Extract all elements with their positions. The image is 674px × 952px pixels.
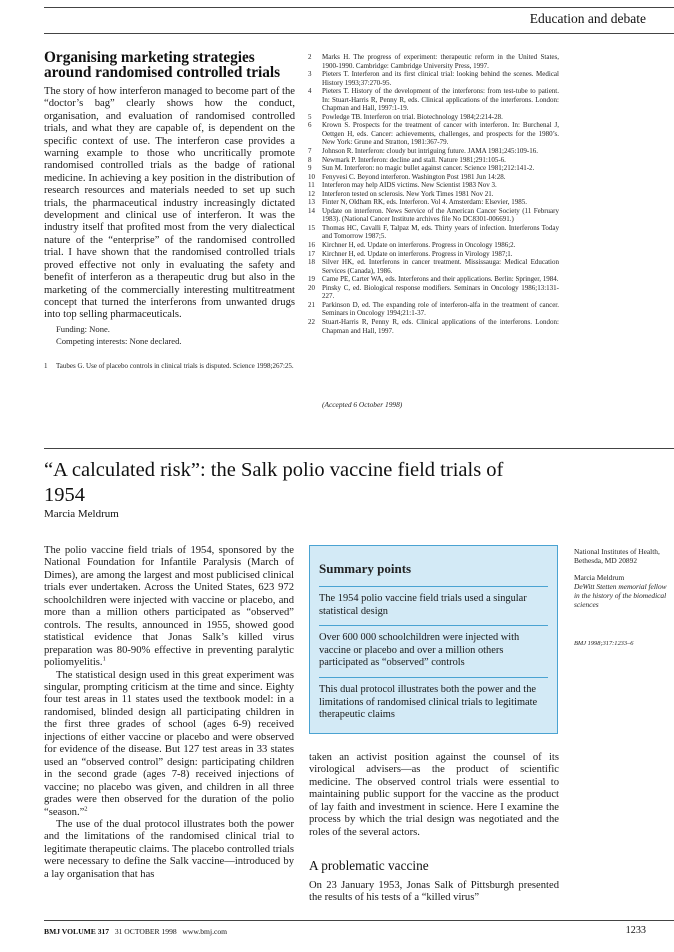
reference-number: 7	[308, 147, 312, 156]
reference-item	[308, 198, 559, 207]
summary-point: Over 600 000 schoolchildren were injected with vaccine or placebo and over a million others participated as “observed” controls	[319, 632, 520, 669]
reference-number: 1	[44, 362, 48, 370]
article-divider	[44, 448, 674, 449]
journal-url: www.bmj.com	[182, 927, 228, 936]
reference-text: Sun M. Interferon: no magic bullet against cancer. Science 1981;212:141-2.	[322, 164, 535, 173]
top-article-paragraph: The story of how interferon managed to become part of the “doctor’s bag” clearly shows how the conduct, organisation, and evaluation of randomised controlled trials, and what they are capable of, is dependent on the specific context of use. The interferon case provides a warning example to those who uncritically promote randomised controlled trials as the badge of rational medicine. In achieving a key position in the distribution of research resources and materials needed to set up such trials, the pharmaceutical industry increasingly dictated development and clinical use of interferon. It was the industry itself that profited most from the very dialectical nature of the “enterprise” of the randomised controlled trial. I have shown that the randomised controlled trials proved effective not only in evaluating the safety and benefit of interferon as a therapeutic drug but also in the marketing of the commercially interesting multitreatment concept that turned the interferons from unwanted drugs into top selling pharmaceuticals.	[44, 86, 295, 321]
reference-text: Interferon may help AIDS victims. New Scientist 1983 Nov 3.	[322, 181, 497, 190]
reference-item	[308, 284, 559, 301]
top-article-body	[44, 86, 295, 322]
reference-number: 15	[308, 223, 315, 232]
header-rule-top	[44, 7, 674, 8]
reference-text: Thomas HC, Cavalli F, Talpaz M, eds. Thirty years of infection. Interferons Today and Tomorrow 1987;5.	[322, 223, 559, 241]
reference-number: 16	[308, 241, 315, 250]
reference-item	[308, 164, 559, 173]
reference-number: 6	[308, 121, 312, 130]
reference-number: 11	[308, 181, 315, 190]
reference-text: Kirchner H, ed. Update on interferons. Progress in Virology 1987;1.	[322, 249, 513, 258]
reference-item	[44, 362, 295, 371]
reference-text: Parkinson D, ed. The expanding role of interferon-alfa in the treatment of cancer. Seminars in Oncology 1994;21:1-37.	[322, 300, 559, 318]
reference-number: 12	[308, 189, 315, 198]
reference-text: Newmark P. Interferon: decline and stall. Nature 1981;291:105-6.	[322, 155, 506, 164]
reference-text: Interferon tested on sclerosis. New York Times 1981 Nov 21.	[322, 189, 494, 198]
reference-item	[308, 147, 559, 156]
author-name: Marcia Meldrum	[574, 573, 625, 582]
issue-date: 31 OCTOBER 1998	[114, 927, 177, 936]
reference-item	[308, 53, 559, 70]
body-paragraph: The statistical design used in this great experiment was singular, prompting criticism at the time and since. Eighty four test areas in 11 states used the textbook model: in a randomised, blinded design all participating children in the first three grades of school (ages 6-9) received injections of either vaccine or placebo and were observed for evidence of the disease. But 127 test areas in 33 states used an “observed control” design: participating children in the second grade (ages 7-8) received injections of vaccine; no placebo was given, and children in all three grades were then observed for the duration of the polio “season.”$^2$	[44, 669, 294, 818]
reference-number: 10	[308, 172, 315, 181]
section-subheading: A problematic vaccine	[309, 858, 429, 873]
reference-item	[308, 173, 559, 182]
reference-list	[308, 53, 559, 335]
reference-number: 5	[308, 112, 312, 121]
author-affiliation-sidebar	[574, 547, 670, 609]
reference-number: 8	[308, 155, 312, 164]
citation-marker: 2	[84, 804, 88, 812]
reference-text: Pinsky C, ed. Biological response modifiers. Seminars in Oncology 1986;13:131-227.	[322, 283, 559, 301]
reference-text: Krown S. Prospects for the treatment of cancer with interferon. In: Burchenal J, Oettgen H, eds. Cancer: achievements, challenges, and prospects for the 1980’s. New York: Grune and Stratton, 1981:367-79.	[322, 121, 559, 147]
reference-number: 3	[308, 70, 312, 79]
main-article-left-column	[44, 545, 294, 881]
reference-item	[308, 156, 559, 165]
reference-text: Powledge TB. Interferon on trial. Biotechnology 1984;2:214-28.	[322, 112, 503, 121]
reference-number: 4	[308, 87, 312, 96]
summary-points-title: Summary points	[319, 561, 412, 576]
reference-number: 13	[308, 198, 315, 207]
article-citation: BMJ 1998;317:1233–6	[574, 640, 634, 647]
section-title: Education and debate	[529, 11, 646, 26]
footer-rule	[44, 920, 674, 921]
reference-number: 22	[308, 317, 315, 326]
journal-volume: BMJ VOLUME 317	[44, 927, 110, 936]
reference-item	[308, 258, 559, 275]
reference-item	[308, 224, 559, 241]
reference-number: 9	[308, 164, 312, 173]
reference-number: 20	[308, 283, 315, 292]
reference-item	[308, 207, 559, 224]
reference-item	[308, 70, 559, 87]
citation-marker: 1	[102, 655, 106, 663]
main-article-title: “A calculated risk”: the Salk polio vaccine field trials of 1954	[44, 459, 504, 506]
footer-info	[44, 927, 227, 936]
reference-number: 19	[308, 275, 315, 284]
header-rule-bottom	[44, 33, 674, 34]
reference-number: 17	[308, 249, 315, 258]
reference-number: 21	[308, 300, 315, 309]
reference-item	[308, 181, 559, 190]
reference-number: 14	[308, 206, 315, 215]
reference-text: Finter N, Oldham RK, eds. Interferon. Vol 4. Amsterdam: Elsevier, 1985.	[322, 198, 527, 207]
reference-item	[308, 250, 559, 259]
reference-text: Silver HK, ed. Interferons in cancer treatment. Mississauga: Medical Education Services (Canada), 1986.	[322, 258, 559, 275]
page-number: 1233	[625, 925, 646, 936]
competing-interests: Competing interests: None declared.	[56, 336, 182, 346]
reference-item	[308, 87, 559, 113]
body-paragraph: The polio vaccine field trials of 1954, sponsored by the National Foundation for Infantile Paralysis (March of Dimes), are among the largest and most publicised clinical trials ever undertaken. Across the United States, 623 972 schoolchildren were injected with vaccine or placebo, and more than a million others participated as “observed” controls. The results, announced in 1955, showed good statistical evidence that Jonas Salk’s killed virus preparation was 80-90% effective in preventing paralytic poliomyelitis.$^1$	[44, 545, 294, 669]
summary-points-box	[309, 545, 558, 734]
reference-text: Pieters T. Interferon and its first clinical trial: looking behind the scenes. Medical History 1993;37:270-95.	[322, 70, 559, 87]
reference-item	[308, 241, 559, 250]
reference-item	[308, 318, 559, 335]
funding-statement: Funding: None.	[56, 324, 110, 334]
summary-point: The 1954 polio vaccine field trials used a singular statistical design	[319, 593, 527, 617]
body-paragraph: On 23 January 1953, Jonas Salk of Pittsburgh presented the results of his tests of a “killed virus”	[309, 880, 559, 904]
reference-number: 18	[308, 258, 315, 267]
reference-item	[308, 275, 559, 284]
reference-item	[308, 121, 559, 147]
reference-item	[308, 190, 559, 199]
reference-text: Came PE, Carter WA, eds. Interferons and their applications. Berlin: Springer, 1984.	[322, 275, 559, 284]
summary-point: This dual protocol illustrates both the power and the limitations of randomised clinical trials to legitimate therapeutic claims	[319, 683, 538, 721]
reference-item	[308, 113, 559, 122]
reference-text: Taubes G. Use of placebo controls in clinical trials is disputed. Science 1998;267:25.	[56, 362, 294, 370]
reference-text: Fenyvesi C. Beyond interferon. Washington Post 1981 Jun 14:28.	[322, 172, 506, 181]
top-article-title: Organising marketing strategies around randomised controlled trials	[44, 49, 281, 81]
body-paragraph: The use of the dual protocol illustrates both the power and the limitations of the randomised clinical trial to legitimate therapeutic claims. The placebo controlled trials were necessary to define the Salk vaccine—introduced by a lay organisation that has	[44, 818, 294, 880]
reference-text: Update on interferon. News Service of the American Cancer Society (11 February 1983). (National Cancer Institute archives file No DC8301-006691.)	[322, 206, 559, 224]
reference-text: Johnson R. Interferon: cloudy but intriguing future. JAMA 1981;245:109-16.	[322, 147, 539, 156]
author-byline: Marcia Meldrum	[44, 508, 119, 520]
affiliation: National Institutes of Health, Bethesda, MD 20892	[574, 547, 660, 565]
reference-text: Kirchner H, ed. Update on interferons. Progress in Oncology 1986;2.	[322, 241, 516, 250]
reference-text: Stuart-Harris R, Penny R, eds. Clinical applications of the interferons. London: Chapman and Hall, 1997.	[322, 317, 559, 335]
reference-item	[308, 301, 559, 318]
reference-text: Marks H. The progress of experiment: therapeutic reform in the United States, 1900-1990. Cambridge: Cambridge University Press, 1997.	[322, 53, 559, 70]
reference-number: 2	[308, 53, 312, 61]
main-article-right-column: taken an activist position against the counsel of its virological advisers—as the product of scientific medicine. The observed control trials were essential to maintaining public support for the vaccine as the product of lay faith and investment in science. Here I examine the process by which the trial design was negotiated and the roles of the several actors.	[309, 752, 559, 838]
reference-text: Pieters T. History of the development of the interferons: from test-tube to patient. In: Stuart-Harris R, Penny R, eds. Clinical applications of the interferons. London: Chapman and Hall, 1997:1-19.	[322, 87, 559, 113]
author-role: DeWitt Stetten memorial fellow in the history of the biomedical sciences	[574, 582, 667, 609]
accepted-date: (Accepted 6 October 1998)	[322, 400, 403, 409]
